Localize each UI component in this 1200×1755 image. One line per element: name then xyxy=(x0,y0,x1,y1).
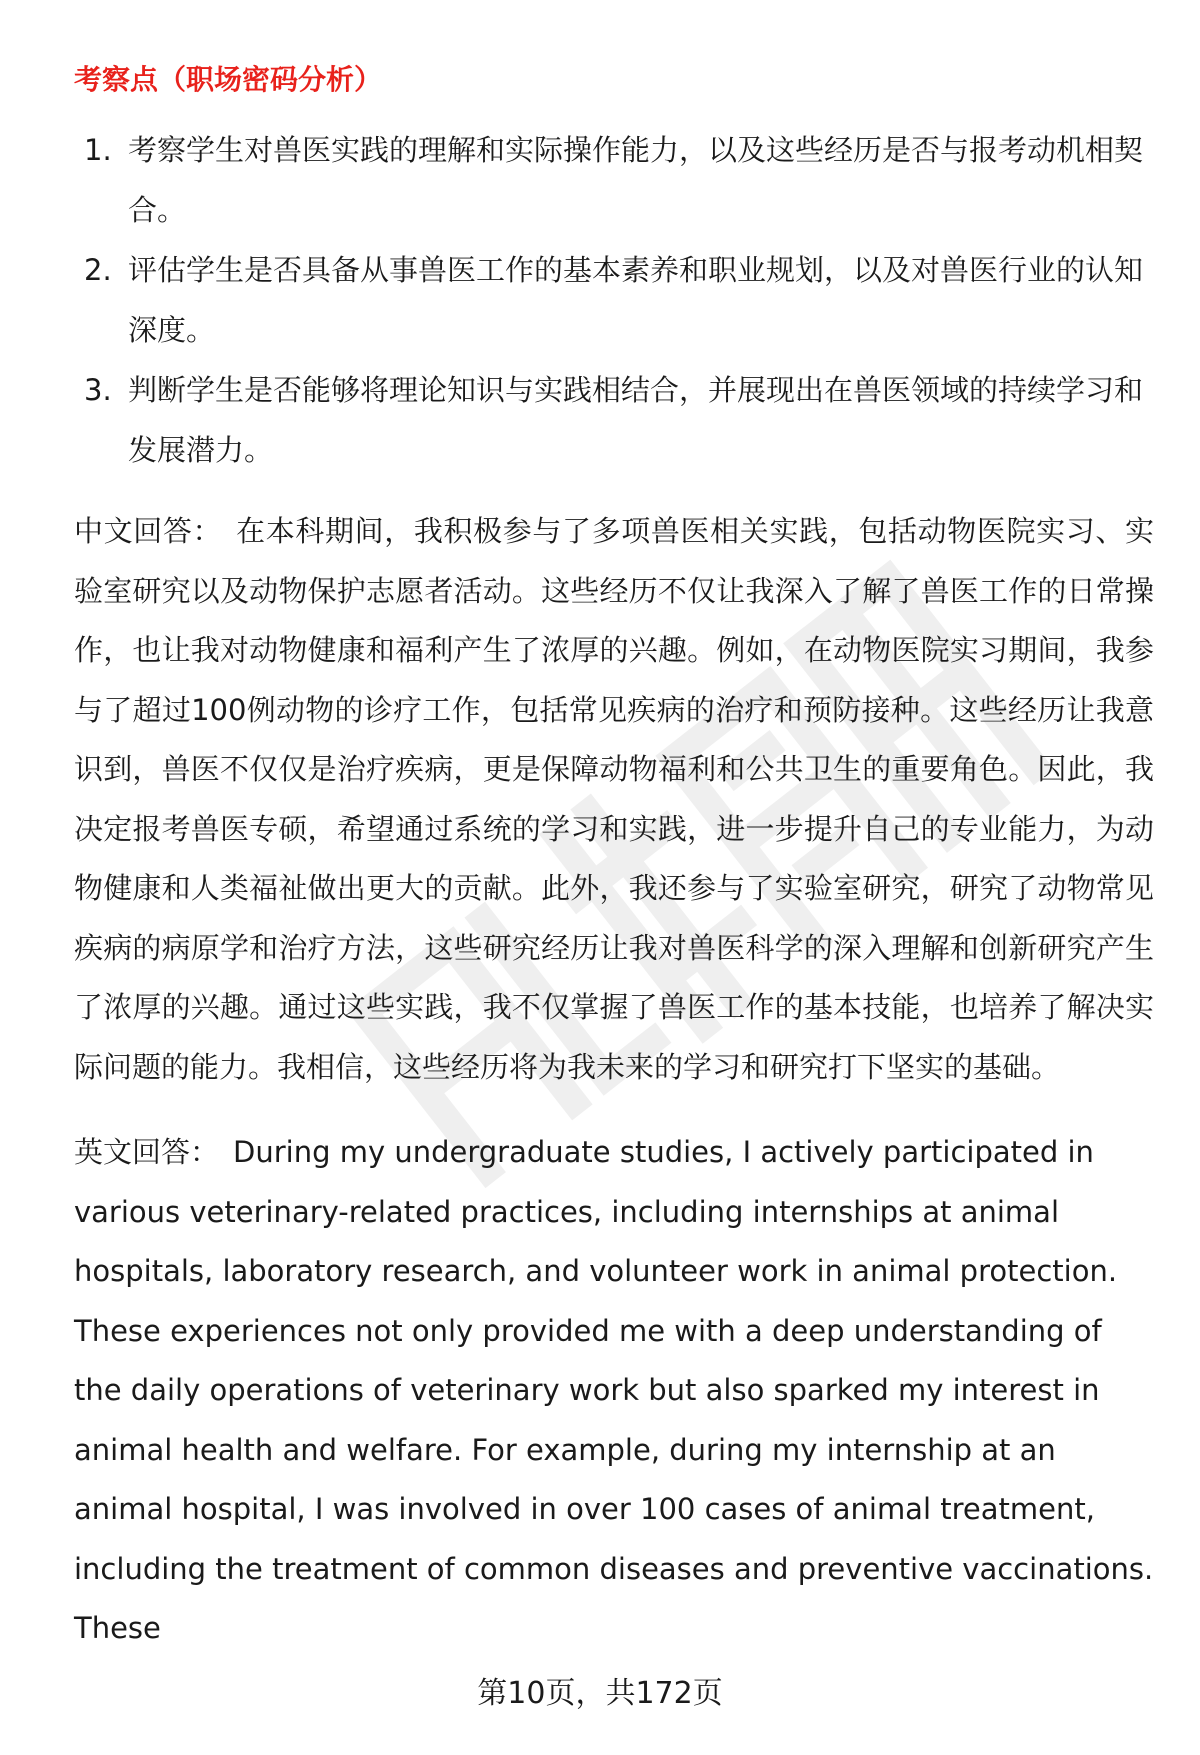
list-item-number: 1. xyxy=(84,133,112,167)
list-item-text: 评估学生是否具备从事兽医工作的基本素养和职业规划，以及对兽医行业的认知深度。 xyxy=(128,253,1144,347)
page-number-footer: 第10页，共172页 xyxy=(477,1676,723,1711)
chinese-answer-paragraph xyxy=(74,502,1154,1097)
section-title: 考察点（职场密码分析） xyxy=(74,63,383,96)
list-item xyxy=(74,360,1154,480)
list-item-number: 2. xyxy=(84,253,112,287)
chinese-answer-text: 在本科期间，我积极参与了多项兽医相关实践，包括动物医院实习、实验室研究以及动物保护志愿者活动。这些经历不仅让我深入了解了兽医工作的日常操作，也让我对动物健康和福利产生了浓厚的兴趣。例如，在动物医院实习期间，我参与了超过100例动物的诊疗工作，包括常见疾病的治疗和预防接种。这些经历让我意识到，兽医不仅仅是治疗疾病，更是保障动物福利和公共卫生的重要角色。因此，我决定报考兽医专硕，希望通过系统的学习和实践，进一步提升自己的专业能力，为动物健康和人类福祉做出更大的贡献。此外，我还参与了实验室研究，研究了动物常见疾病的病原学和治疗方法，这些研究经历让我对兽医科学的深入理解和创新研究产生了浓厚的兴趣。通过这些实践，我不仅掌握了兽医工作的基本技能，也培养了解决实际问题的能力。我相信，这些经历将为我未来的学习和研究打下坚实的基础。 xyxy=(74,514,1154,1084)
list-item xyxy=(74,120,1154,240)
english-answer-text: During my undergraduate studies, I actively participated in various veterinary-related practices, including internships at animal hospitals, laboratory research, and volunteer work in animal protection. These experiences not only provided me with a deep understanding of the daily operations of veterinary work but also sparked my interest in animal health and welfare. For example, during my internship at an animal hospital, I was involved in over 100 cases of animal treatment, including the treatment of common diseases and preventive vaccinations. These xyxy=(74,1135,1154,1645)
english-answer-paragraph xyxy=(74,1123,1154,1659)
document-content xyxy=(74,58,1154,1659)
english-answer-label: 英文回答： xyxy=(74,1135,220,1169)
list-item-text: 考察学生对兽医实践的理解和实际操作能力，以及这些经历是否与报考动机相契合。 xyxy=(128,133,1144,227)
list-item-text: 判断学生是否能够将理论知识与实践相结合，并展现出在兽医领域的持续学习和发展潜力。 xyxy=(128,373,1144,467)
chinese-answer-label: 中文回答： xyxy=(74,514,223,548)
list-item-number: 3. xyxy=(84,373,112,407)
list-item xyxy=(74,240,1154,360)
assessment-points-list xyxy=(74,120,1154,480)
